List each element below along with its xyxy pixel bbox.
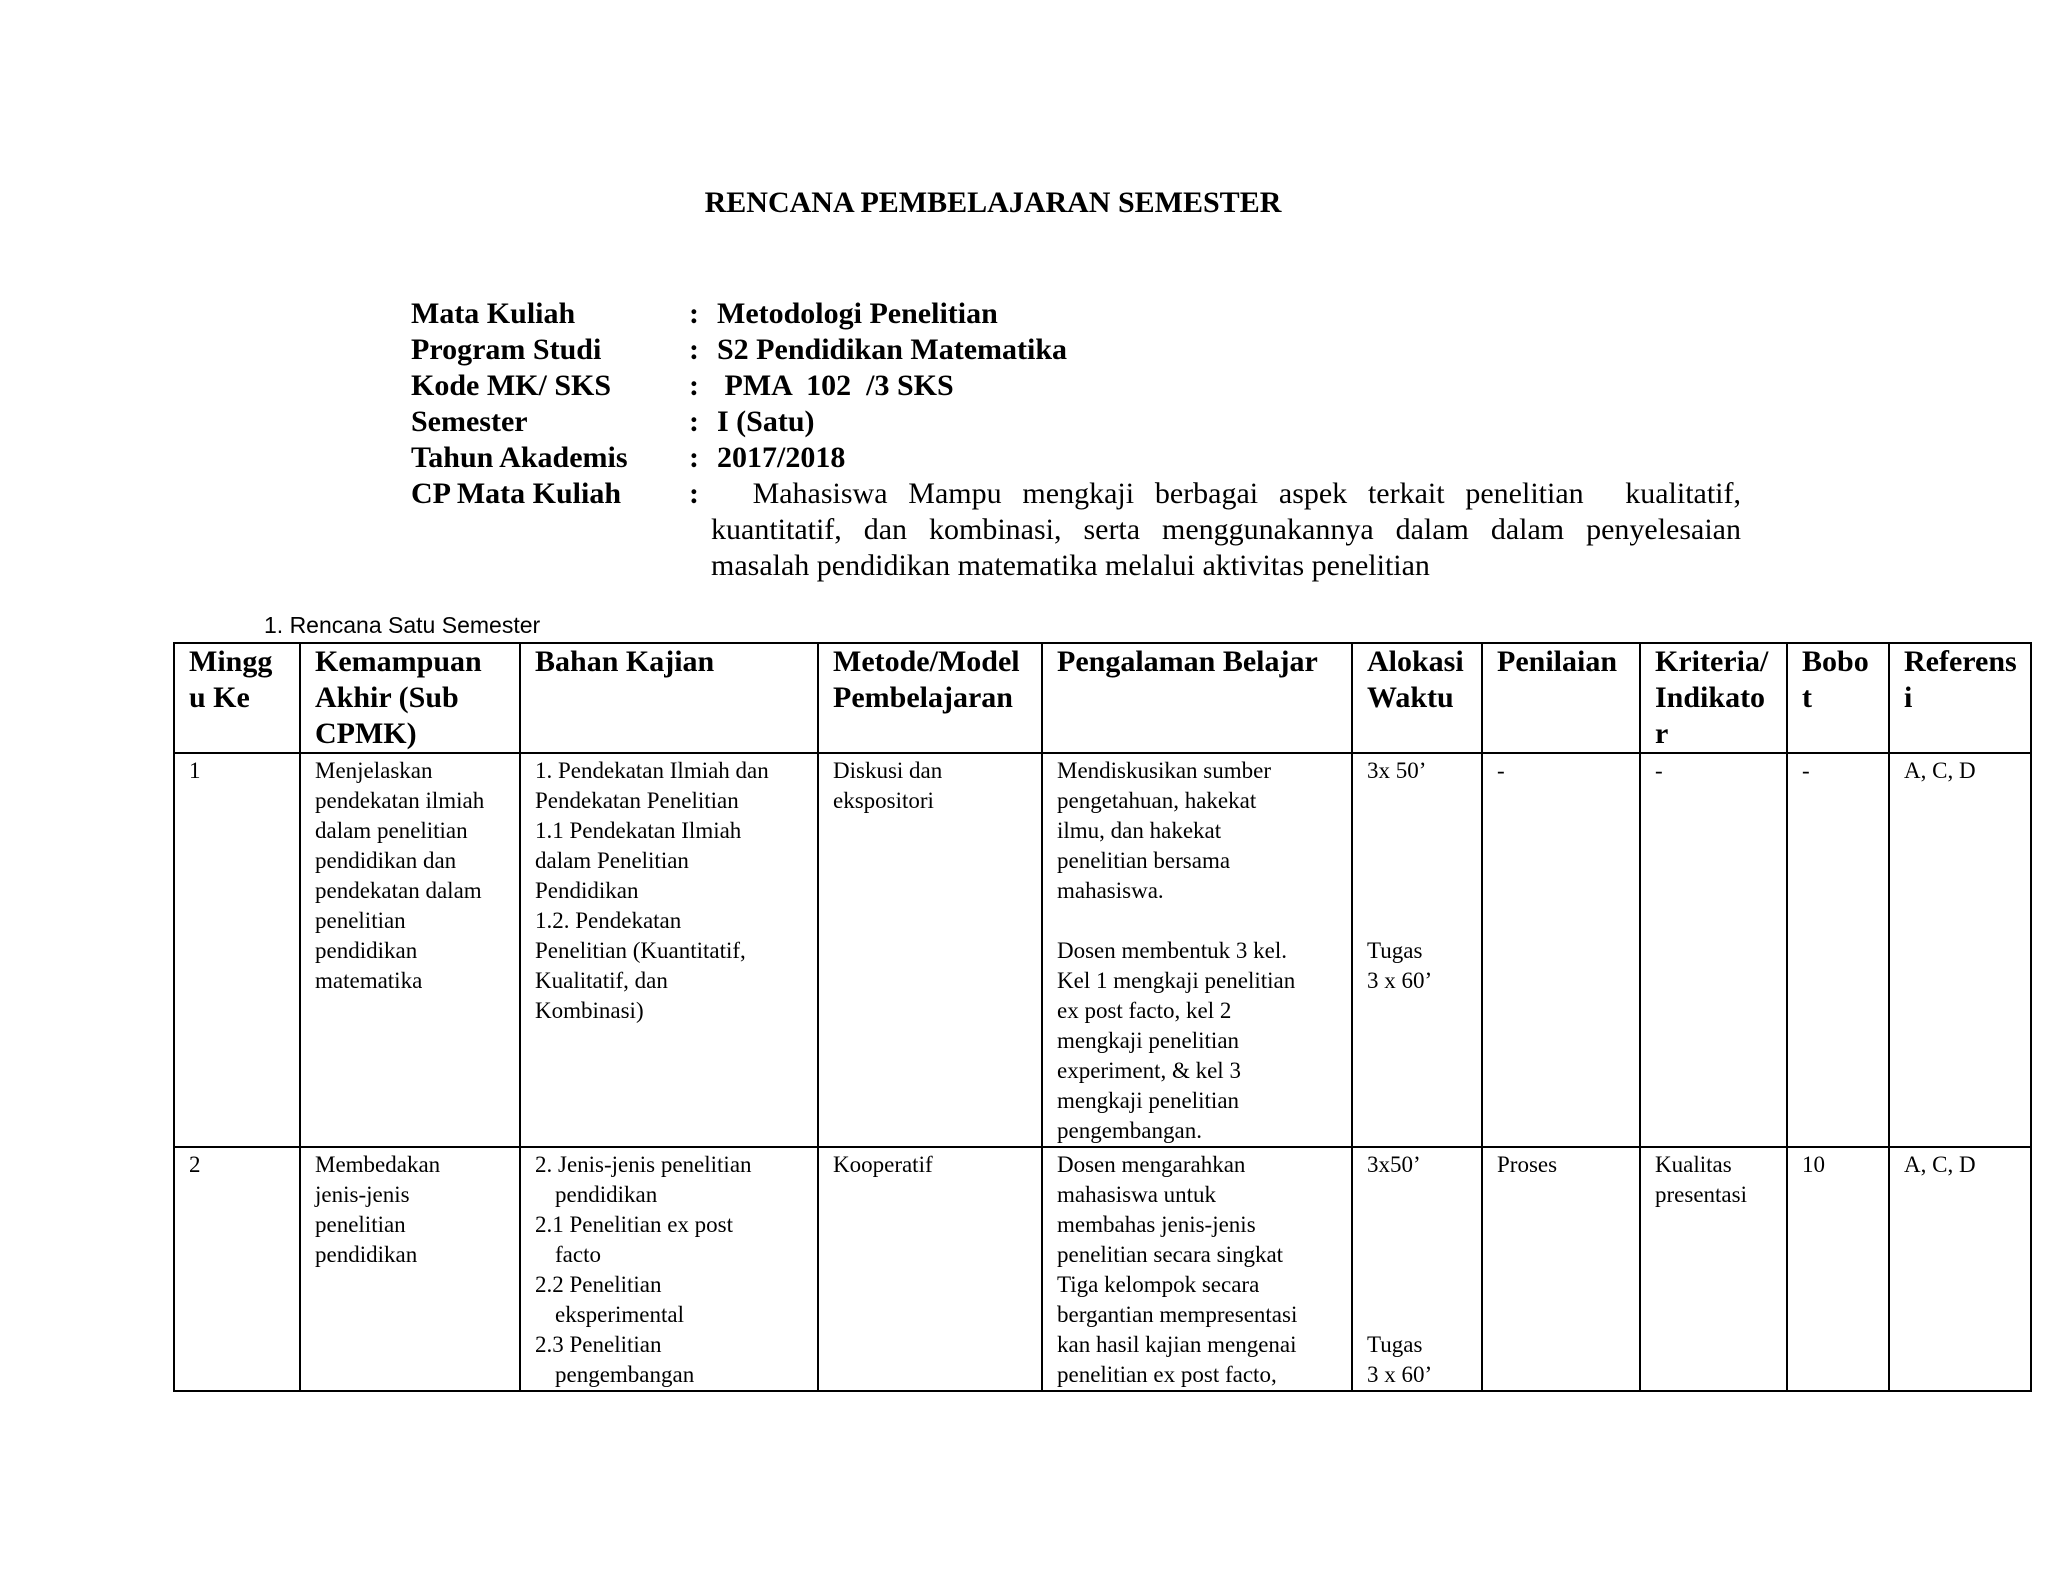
cell-bobot: - [1787, 753, 1889, 1147]
tugas-label: Tugas [1367, 1332, 1423, 1357]
text-line: 2.1 Penelitian ex post [535, 1212, 734, 1237]
header-kriteria [1640, 643, 1787, 753]
text-line: jenis-jenis [315, 1182, 410, 1207]
text-line: 2. Jenis-jenis penelitian [535, 1152, 752, 1177]
header-bahan-kajian: Bahan Kajian [520, 643, 818, 753]
meta-label: Semester [411, 405, 528, 438]
spacer [1367, 846, 1475, 876]
text-line: Penelitian (Kuantitatif, [535, 938, 746, 963]
text-line: Pendekatan Penelitian [535, 788, 739, 813]
text-line: pendidikan [315, 1242, 418, 1267]
spacer [1367, 906, 1475, 936]
cell-metode [818, 753, 1042, 1147]
cell-pengalaman [1042, 753, 1352, 1147]
text-line: penelitian [315, 908, 406, 933]
cell-bahan-kajian [520, 1147, 818, 1391]
meta-label: Program Studi [411, 333, 602, 366]
meta-row-kode-mk [411, 368, 1741, 404]
table-header-row [174, 643, 2031, 753]
rps-table [173, 642, 2032, 1392]
spacer [1367, 1300, 1475, 1330]
text-line: matematika [315, 968, 423, 993]
text-line: Tiga kelompok secara [1057, 1272, 1260, 1297]
header-line: t [1802, 681, 1812, 714]
cell-referensi: A, C, D [1889, 753, 2031, 1147]
text-line: Kel 1 mengkaji penelitian [1057, 968, 1296, 993]
cell-penilaian: - [1482, 753, 1640, 1147]
header-metode [818, 643, 1042, 753]
header-line: Akhir [315, 681, 392, 714]
spacer [1367, 1210, 1475, 1240]
header-kemampuan [300, 643, 520, 753]
meta-colon: : [689, 369, 699, 402]
spacer [1367, 786, 1475, 816]
meta-value: S2 Pendidikan Matematika [717, 333, 1068, 366]
header-line: Mingg [189, 645, 273, 678]
text-line: dalam penelitian [315, 818, 468, 843]
text-line: Diskusi dan [833, 758, 943, 783]
meta-colon: : [689, 333, 699, 366]
table-row [174, 753, 2031, 1147]
text-line: bergantian mempresentasi [1057, 1302, 1298, 1327]
text-line: presentasi [1655, 1182, 1747, 1207]
spacer [1367, 876, 1475, 906]
text-line: experiment, & kel 3 [1057, 1058, 1241, 1083]
meta-value: PMA 102 /3 SKS [717, 369, 954, 402]
text-line: 2.3 Penelitian [535, 1332, 662, 1357]
text-line: Kombinasi) [535, 998, 644, 1023]
alokasi-value: 3x50’ [1367, 1152, 1421, 1177]
text-line: ilmu, dan hakekat [1057, 818, 1222, 843]
header-line: Bobo [1802, 645, 1869, 678]
cell-penilaian: Proses [1482, 1147, 1640, 1391]
cell-kriteria [1640, 1147, 1787, 1391]
text-line: Dosen membentuk 3 kel. [1057, 938, 1287, 963]
text-line: Membedakan [315, 1152, 441, 1177]
cell-minggu: 1 [174, 753, 300, 1147]
header-line: i [1904, 681, 1913, 714]
cell-referensi: A, C, D [1889, 1147, 2031, 1391]
header-alokasi [1352, 643, 1482, 753]
meta-value: Metodologi Penelitian [717, 297, 998, 330]
meta-colon: : [689, 405, 699, 438]
header-line: Metode/Model [833, 645, 1020, 678]
header-line: (Sub CPMK) [315, 681, 459, 750]
header-line: Referens [1904, 645, 2017, 678]
text-line: penelitian [315, 1212, 406, 1237]
text-line: ekspositori [833, 788, 934, 813]
text-line: Kualitatif, dan [535, 968, 668, 993]
text-line: 1.2. Pendekatan [535, 908, 682, 933]
spacer [1367, 1180, 1475, 1210]
cell-pengalaman [1042, 1147, 1352, 1391]
tugas-label: Tugas [1367, 938, 1423, 963]
meta-value: I (Satu) [717, 405, 815, 438]
header-bobot [1787, 643, 1889, 753]
header-minggu [174, 643, 300, 753]
text-line: pendekatan dalam [315, 878, 482, 903]
cell-kemampuan [300, 753, 520, 1147]
text-line: facto [555, 1242, 601, 1267]
cell-kemampuan [300, 1147, 520, 1391]
header-line: Kemampuan [315, 645, 482, 678]
cell-minggu: 2 [174, 1147, 300, 1391]
document-title: RENCANA PEMBELAJARAN SEMESTER [704, 186, 1282, 219]
text-line: pengembangan [555, 1362, 695, 1387]
header-line: Kriteria/ [1655, 645, 1769, 678]
meta-colon: : [689, 441, 699, 474]
text-line: membahas jenis-jenis [1057, 1212, 1256, 1237]
cell-alokasi [1352, 753, 1482, 1147]
meta-row-cp-mata-kuliah [411, 476, 1749, 584]
text-line: penelitian secara singkat [1057, 1242, 1284, 1267]
text-line: pendidikan [315, 938, 418, 963]
text-line: Kualitas [1655, 1152, 1732, 1177]
text-line: kan hasil kajian mengenai [1057, 1332, 1297, 1357]
text-line: eksperimental [555, 1302, 685, 1327]
header-line: Alokasi [1367, 645, 1464, 678]
text-line: mengkaji penelitian [1057, 1088, 1240, 1113]
alokasi-value: 3x 50’ [1367, 758, 1427, 783]
text-line: pengembangan. [1057, 1118, 1202, 1143]
text-line: Kooperatif [833, 1152, 933, 1177]
header-referensi [1889, 643, 2031, 753]
meta-label: Tahun Akademis [411, 441, 628, 474]
course-info [411, 296, 1749, 584]
spacer [1367, 816, 1475, 846]
text-line: pendidikan dan [315, 848, 457, 873]
text-line: mahasiswa. [1057, 878, 1164, 903]
text-line: 1.1 Pendekatan Ilmiah [535, 818, 742, 843]
meta-row-tahun-akademis [411, 440, 1741, 476]
header-penilaian: Penilaian [1482, 643, 1640, 753]
cell-kriteria: - [1640, 753, 1787, 1147]
text-line: dalam Penelitian [535, 848, 689, 873]
section-label: 1. Rencana Satu Semester [264, 612, 541, 638]
text-line: mengkaji penelitian [1057, 1028, 1240, 1053]
text-line: Dosen mengarahkan [1057, 1152, 1246, 1177]
text-line: Pendidikan [535, 878, 639, 903]
header-line: Pembelajaran [833, 681, 1013, 714]
text-line: pendekatan ilmiah [315, 788, 485, 813]
tugas-time: 3 x 60’ [1367, 1362, 1433, 1387]
spacer [1367, 1270, 1475, 1300]
cell-bobot: 10 [1787, 1147, 1889, 1391]
header-line: Waktu [1367, 681, 1454, 714]
cell-metode [818, 1147, 1042, 1391]
text-line: pendidikan [555, 1182, 658, 1207]
meta-value-cp: Mahasiswa Mampu mengkaji berbagai aspek terkait penelitian kualitatif, kuantitatif, dan kombinasi, serta menggunakannya dalam dalam penyelesaian masalah pendidikan matematika melalui aktivitas penelitian [711, 477, 1749, 582]
text-line: 2.2 Penelitian [535, 1272, 662, 1297]
header-line: u Ke [189, 681, 250, 714]
cell-alokasi [1352, 1147, 1482, 1391]
text-line: mahasiswa untuk [1057, 1182, 1217, 1207]
meta-label: Kode MK/ SKS [411, 369, 612, 402]
table-row [174, 1147, 2031, 1391]
text-line: pengetahuan, hakekat [1057, 788, 1257, 813]
text-line: Menjelaskan [315, 758, 433, 783]
meta-colon: : [689, 477, 699, 510]
meta-row-program-studi [411, 332, 1741, 368]
text-line: 1. Pendekatan Ilmiah dan [535, 758, 769, 783]
text-line: Mendiskusikan sumber [1057, 758, 1272, 783]
text-line: ex post facto, kel 2 [1057, 998, 1232, 1023]
meta-label: Mata Kuliah [411, 297, 576, 330]
header-pengalaman: Pengalaman Belajar [1042, 643, 1352, 753]
meta-label: CP Mata Kuliah [411, 477, 622, 510]
text-line: penelitian ex post facto, [1057, 1362, 1277, 1387]
spacer [1367, 1240, 1475, 1270]
meta-row-mata-kuliah [411, 296, 1741, 332]
spacer [1057, 906, 1345, 936]
meta-row-semester [411, 404, 1741, 440]
meta-value: 2017/2018 [717, 441, 846, 474]
header-line: Indikato [1655, 681, 1766, 714]
cell-bahan-kajian [520, 753, 818, 1147]
header-line: r [1655, 717, 1669, 750]
meta-colon: : [689, 297, 699, 330]
text-line: penelitian bersama [1057, 848, 1231, 873]
tugas-time: 3 x 60’ [1367, 968, 1433, 993]
